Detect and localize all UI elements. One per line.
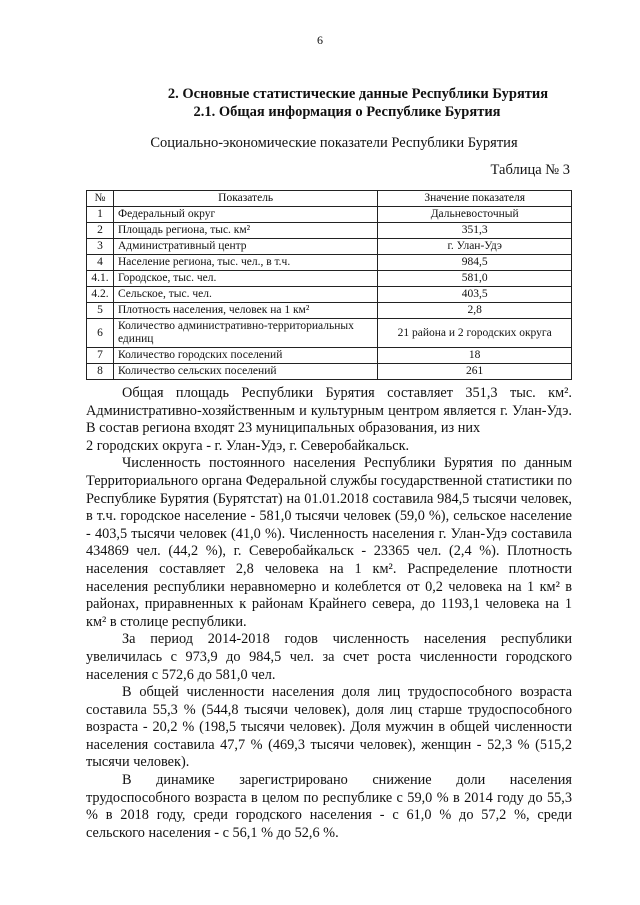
row-indicator: Количество сельских поселений xyxy=(113,364,377,380)
row-number: 1 xyxy=(87,207,114,223)
row-indicator: Городское, тыс. чел. xyxy=(113,271,377,287)
paragraph-working-age: В общей численности населения доля лиц трудоспособного возраста составила 55,3 % (544,8 тысячи человек), доля лиц старше трудоспособного возраста - 20,2 % (198,5 тысячи человек). Доля мужчин в общей численности населения составила 47,7 % (469,3 тысячи человек), женщин - 52,3 % (515,2 тысячи человек). xyxy=(86,684,572,771)
paragraph-area-continued: 2 городских округа - г. Улан-Удэ, г. Северобайкальск. xyxy=(86,437,410,454)
paragraph-population-growth: За период 2014-2018 годов численность населения республики увеличилась с 973,9 до 984,5 чел. за счет роста численности городского населения с 572,6 до 581,0 чел. xyxy=(86,631,572,683)
row-indicator: Население региона, тыс. чел., в т.ч. xyxy=(113,255,377,271)
column-header-indicator: Показатель xyxy=(113,191,377,207)
row-number: 4 xyxy=(87,255,114,271)
row-indicator: Площадь региона, тыс. км² xyxy=(113,223,377,239)
table-number-label: Таблица № 3 xyxy=(490,162,570,178)
row-value: 2,8 xyxy=(378,303,572,319)
table-row xyxy=(87,271,572,287)
row-value: Дальневосточный xyxy=(378,207,572,223)
paragraph-population: Численность постоянного населения Республики Бурятия по данным Территориального органа Федеральной службы государственной статистики по Республике Бурятия (Бурятстат) на 01.01.2018 составила 984,5 тысячи человек, в т.ч. городское население - 581,0 тысячи человек (59,0 %), сельское население - 403,5 тысячи человек (41,0 %). Численность населения г. Улан-Удэ составила 434869 чел. (44,2 %), г. Северобайкальск - 23365 чел. (2,4 %). Плотность населения составляет 2,8 человека на 1 км². Распределение плотности населения республики неравномерно и колеблется от 0,2 человека на 1 км² в районах, приравненных к районам Крайнего севера, до 1193,1 человека на 1 км² в столице республики. xyxy=(86,455,573,630)
column-header-number: № xyxy=(87,191,114,207)
paragraph-dynamics: В динамике зарегистрировано снижение доли населения трудоспособного возраста в целом по республике с 59,0 % в 2014 году до 55,3 % в 2018 году, среди городского населения - с 61,0 % до 57,2 %, среди сельского населения - с 56,1 % до 52,6 %. xyxy=(86,772,572,841)
table-row xyxy=(87,364,572,380)
section-heading: 2. Основные статистические данные Республики Бурятия xyxy=(167,86,549,102)
row-number: 3 xyxy=(87,239,114,255)
row-number: 8 xyxy=(87,364,114,380)
page-number: 6 xyxy=(317,33,323,47)
table-row xyxy=(87,287,572,303)
table-row xyxy=(87,239,572,255)
row-value: г. Улан-Удэ xyxy=(378,239,572,255)
row-number: 5 xyxy=(87,303,114,319)
row-number: 4.1. xyxy=(87,271,114,287)
table-row xyxy=(87,207,572,223)
table-row xyxy=(87,319,572,348)
column-header-value: Значение показателя xyxy=(378,191,572,207)
row-number: 4.2. xyxy=(87,287,114,303)
table-caption: Социально-экономические показатели Республики Бурятия xyxy=(150,135,518,151)
row-indicator: Количество городских поселений xyxy=(113,348,377,364)
row-indicator: Сельское, тыс. чел. xyxy=(113,287,377,303)
table-header-row xyxy=(87,191,572,207)
row-value: 351,3 xyxy=(378,223,572,239)
indicators-table xyxy=(86,190,572,380)
row-indicator: Плотность населения, человек на 1 км² xyxy=(113,303,377,319)
table-row xyxy=(87,223,572,239)
row-value: 984,5 xyxy=(378,255,572,271)
row-value: 21 района и 2 городских округа xyxy=(378,319,572,348)
subsection-heading: 2.1. Общая информация о Республике Бурятия xyxy=(193,104,501,120)
row-indicator: Количество административно-территориальных единиц xyxy=(113,319,377,348)
table-row xyxy=(87,348,572,364)
row-number: 2 xyxy=(87,223,114,239)
row-value: 581,0 xyxy=(378,271,572,287)
row-number: 7 xyxy=(87,348,114,364)
row-indicator: Административный центр xyxy=(113,239,377,255)
table-row xyxy=(87,255,572,271)
row-value: 18 xyxy=(378,348,572,364)
row-number: 6 xyxy=(87,319,114,348)
row-indicator: Федеральный округ xyxy=(113,207,377,223)
body-text xyxy=(86,385,572,842)
row-value: 261 xyxy=(378,364,572,380)
table-row xyxy=(87,303,572,319)
paragraph-area: Общая площадь Республики Бурятия составляет 351,3 тыс. км². Административно-хозяйственным и культурным центром является г. Улан-Удэ. В состав региона входят 23 муниципальных образования, из них xyxy=(86,385,572,437)
row-value: 403,5 xyxy=(378,287,572,303)
